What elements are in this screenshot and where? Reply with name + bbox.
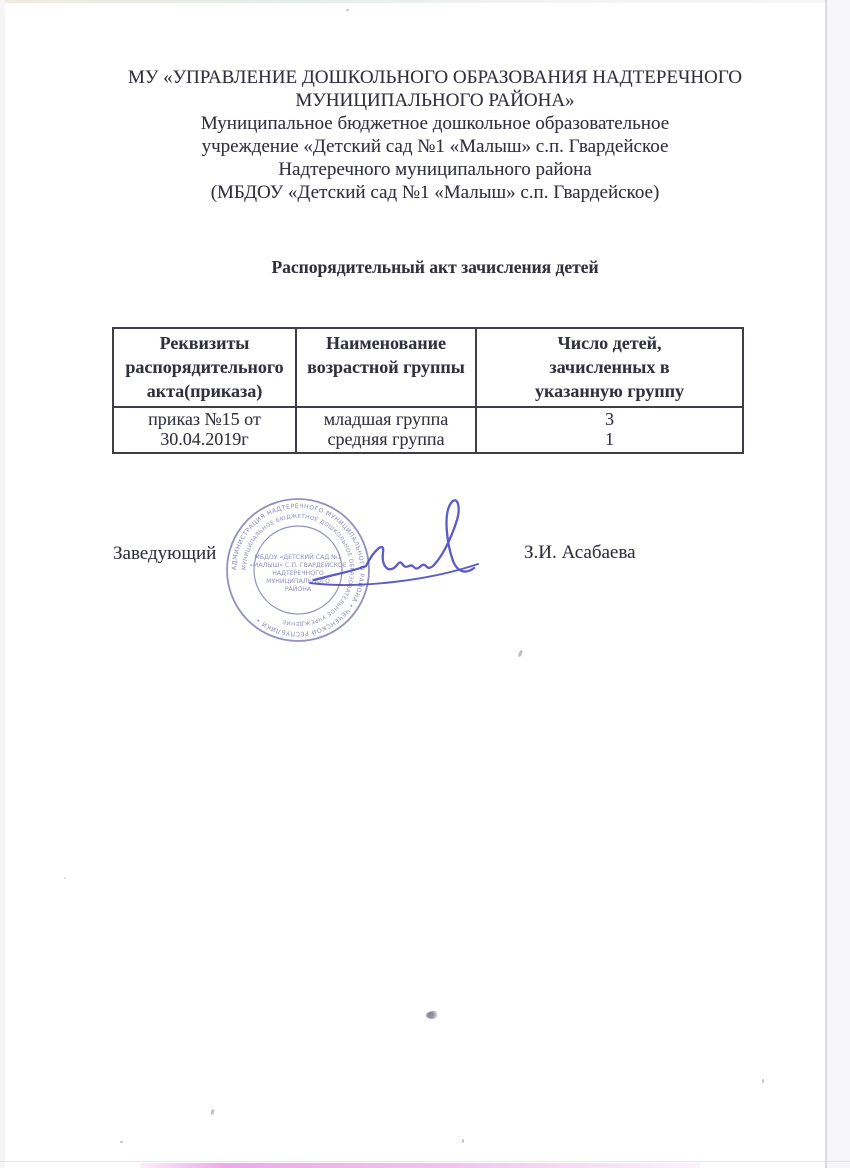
text-line: 1 [605,429,614,449]
scan-speck [346,9,349,11]
scan-edge-left [0,0,5,1168]
text-line: зачисленных в [549,357,670,377]
stamp-outer-ring-text: АДМИНИСТРАЦИЯ НАДТЕРЕЧНОГО МУНИЦИПАЛЬНОГО РАЙОНА • ЧЕЧЕНСКОЙ РЕСПУБЛИКИ • [230,502,366,638]
signee-name: З.И. Асабаева [524,542,636,563]
text-line: Реквизиты [159,333,250,353]
cell-group-names [296,407,476,453]
text-line: Число детей, [557,333,662,353]
text-line: младшая группа [323,409,449,429]
text-line: возрастной группы [307,357,465,377]
org-header-line: МУНИЦИПАЛЬНОГО РАЙОНА» [295,90,575,111]
table-header-group-name [296,328,476,407]
text-line: акта(приказа) [146,381,263,401]
org-header-line: Надтеречного муниципального района [278,159,592,180]
text-line: распорядительного [125,357,284,377]
cell-order-requisites [113,407,296,453]
stamp-center-line: НАДТЕРЕЧНОГО [272,570,324,577]
text-line: приказ №15 от [148,409,261,429]
table-header-row [113,328,743,407]
cell-children-counts [476,407,743,453]
scan-speck [64,877,66,879]
stamp-center-line: МБДОУ «ДЕТСКИЙ САД №1 [254,554,342,561]
scan-speck [210,1109,215,1116]
handwritten-signature-icon [306,482,488,610]
scan-speck [462,1139,464,1143]
org-header-line: (МБДОУ «Детский сад №1 «Малыш» с.п. Гвардейское) [210,182,660,203]
table-row [113,407,743,453]
stamp-center-line: РАЙОНА [284,586,312,593]
scan-speck [762,1079,764,1083]
scan-speck [518,650,523,658]
table-header-children-count [476,328,743,407]
table-header-requisites [113,328,296,407]
org-header [36,66,834,204]
text-line: 30.04.2019г [160,429,249,449]
document-title: Распорядительный акт зачисления детей [271,257,599,277]
signature-position-label: Заведующий [113,543,217,564]
scan-edge-bottom-pink [140,1163,700,1168]
stamp-middle-ring-text: МУНИЦИПАЛЬНОЕ БЮДЖЕТНОЕ ДОШКОЛЬНОЕ ОБРАЗОВАТЕЛЬНОЕ УЧРЕЖДЕНИЕ [241,513,355,627]
stamp-center-line: МУНИЦИПАЛЬНОГО [266,578,330,585]
scan-speck [120,1141,123,1143]
scan-edge-top [0,0,850,3]
stamp-center-line: «МАЛЫШ» С.П. ГВАРДЕЙСКОЕ [249,562,347,569]
text-line: 3 [605,409,614,429]
org-header-line: учреждение «Детский сад №1 «Малыш» с.п. Гвардейское [201,136,669,157]
text-line: средняя группа [327,429,445,449]
scan-edge-bottom-line [0,1161,850,1162]
text-line: Наименование [326,333,446,353]
enrollment-table [112,327,744,454]
scan-smudge [426,1011,439,1019]
org-header-line: Муниципальное бюджетное дошкольное образовательное [200,113,670,134]
text-line: указанную группу [534,381,685,401]
org-header-line: МУ «УПРАВЛЕНИЕ ДОШКОЛЬНОГО ОБРАЗОВАНИЯ НАДТЕРЕЧНОГО [127,67,743,88]
